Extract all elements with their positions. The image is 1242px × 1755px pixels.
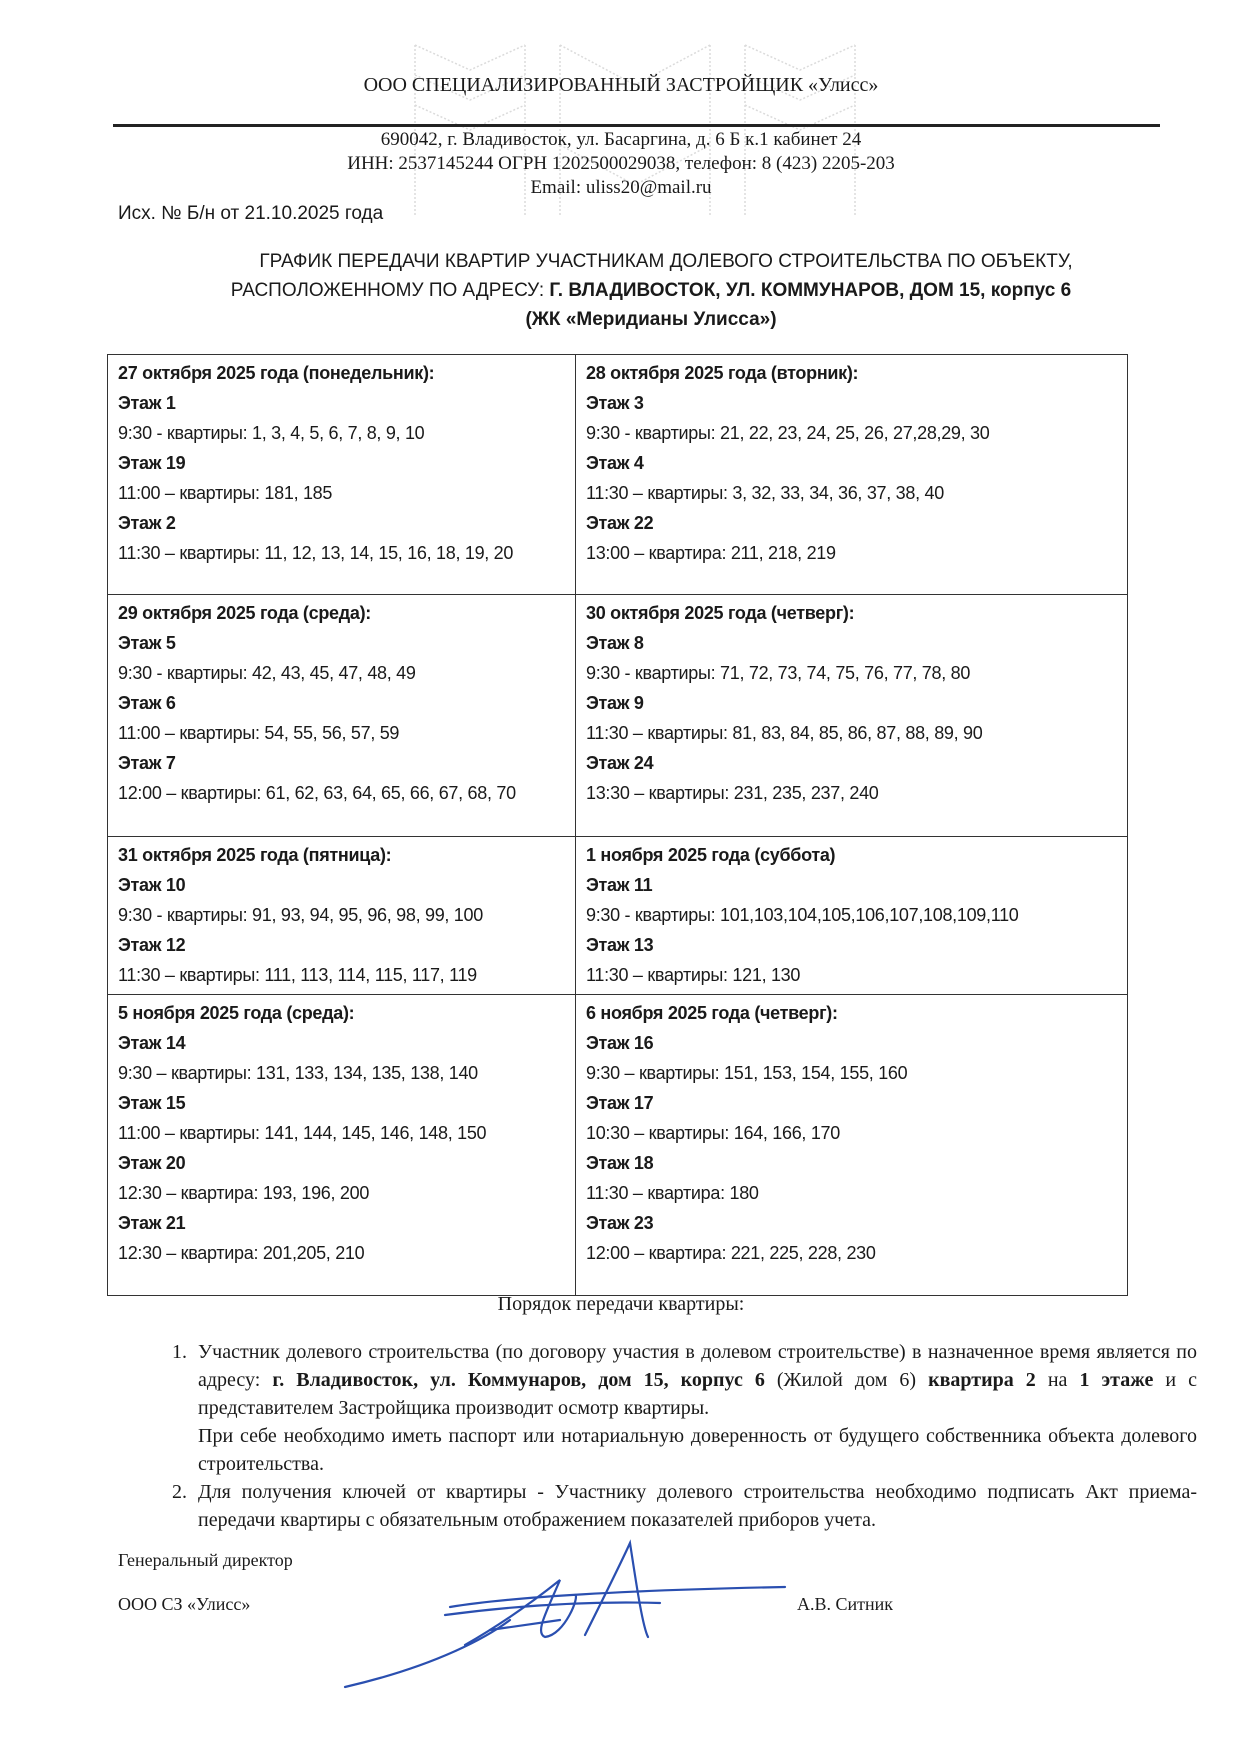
- outgoing-reference: Исх. № Б/н от 21.10.2025 года: [118, 203, 384, 224]
- floor-label: Этаж 18: [586, 1153, 654, 1173]
- schedule-day-cell: [576, 837, 1128, 995]
- schedule-day-cell: [576, 995, 1128, 1296]
- step1-text: Участник долевого строительства (по договору участия в долевом строительстве) в назначенное время является по адресу:: [198, 1341, 1197, 1391]
- title-address: Г. ВЛАДИВОСТОК, УЛ. КОММУНАРОВ, ДОМ 15, корпус 6: [549, 280, 1072, 301]
- procedure-list: [150, 1338, 1197, 1534]
- floor-label: Этаж 3: [586, 393, 644, 413]
- floor-label: Этаж 5: [118, 633, 176, 653]
- time-apartments: 11:30 – квартиры: 81, 83, 84, 85, 86, 87, 88, 89, 90: [586, 723, 983, 743]
- time-apartments: 9:30 - квартиры: 1, 3, 4, 5, 6, 7, 8, 9, 10: [118, 423, 425, 443]
- schedule-date: 6 ноября 2025 года (четверг):: [586, 1003, 838, 1023]
- time-apartments: 9:30 - квартиры: 91, 93, 94, 95, 96, 98, 99, 100: [118, 905, 483, 925]
- floor-label: Этаж 11: [586, 875, 653, 895]
- step1-floor: 1 этаже: [1079, 1369, 1154, 1391]
- step1-documents: При себе необходимо иметь паспорт или нотариальную доверенность от будущего собственника объекта долевого строительства.: [198, 1425, 1197, 1475]
- floor-label: Этаж 2: [118, 513, 176, 533]
- step1-text: на: [1035, 1369, 1080, 1391]
- time-apartments: 11:30 – квартиры: 11, 12, 13, 14, 15, 16, 18, 19, 20: [118, 543, 514, 563]
- time-apartments: 11:30 – квартиры: 3, 32, 33, 34, 36, 37, 38, 40: [586, 483, 944, 503]
- time-apartments: 9:30 - квартиры: 71, 72, 73, 74, 75, 76, 77, 78, 80: [586, 663, 971, 683]
- time-apartments: 11:30 – квартиры: 121, 130: [586, 965, 801, 985]
- procedure-step-1: [192, 1338, 1197, 1478]
- company-email: Email: uliss20@mail.ru: [530, 177, 712, 198]
- floor-label: Этаж 23: [586, 1213, 654, 1233]
- floor-label: Этаж 4: [586, 453, 644, 473]
- time-apartments: 11:00 – квартиры: 141, 144, 145, 146, 148, 150: [118, 1123, 487, 1143]
- schedule-day-cell: [576, 355, 1128, 595]
- company-requisites: ИНН: 2537145244 ОГРН 1202500029038, телефон: 8 (423) 2205-203: [347, 153, 895, 174]
- schedule-day-cell: [108, 837, 576, 995]
- time-apartments: 9:30 – квартиры: 131, 133, 134, 135, 138, 140: [118, 1063, 478, 1083]
- time-apartments: 12:00 – квартира: 221, 225, 228, 230: [586, 1243, 876, 1263]
- title-address-label: РАСПОЛОЖЕННОМУ ПО АДРЕСУ:: [230, 280, 550, 301]
- floor-label: Этаж 1: [118, 393, 176, 413]
- floor-label: Этаж 21: [118, 1213, 186, 1233]
- floor-label: Этаж 20: [118, 1153, 186, 1173]
- floor-label: Этаж 10: [118, 875, 186, 895]
- schedule-day-cell: [576, 595, 1128, 837]
- floor-label: Этаж 6: [118, 693, 176, 713]
- step1-text: (Жилой дом 6): [764, 1369, 929, 1391]
- header-divider: [113, 124, 1160, 127]
- time-apartments: 9:30 - квартиры: 21, 22, 23, 24, 25, 26, 27,28,29, 30: [586, 423, 990, 443]
- schedule-date: 28 октября 2025 года (вторник):: [586, 363, 859, 383]
- handover-schedule-table: [107, 354, 1128, 1296]
- schedule-row: [108, 595, 1128, 837]
- schedule-date: 5 ноября 2025 года (среда):: [118, 1003, 355, 1023]
- schedule-date: 30 октября 2025 года (четверг):: [586, 603, 855, 623]
- time-apartments: 11:30 – квартира: 180: [586, 1183, 759, 1203]
- schedule-day-cell: [108, 355, 576, 595]
- document-title-line2: [0, 280, 1242, 302]
- schedule-date: 1 ноября 2025 года (суббота): [586, 845, 836, 865]
- time-apartments: 13:30 – квартиры: 231, 235, 237, 240: [586, 783, 879, 803]
- time-apartments: 12:30 – квартира: 193, 196, 200: [118, 1183, 370, 1203]
- schedule-day-cell: [108, 995, 576, 1296]
- document-title-line1: ГРАФИК ПЕРЕДАЧИ КВАРТИР УЧАСТНИКАМ ДОЛЕВОГО СТРОИТЕЛЬСТВА ПО ОБЪЕКТУ,: [259, 251, 1073, 272]
- floor-label: Этаж 24: [586, 753, 654, 773]
- floor-label: Этаж 9: [586, 693, 644, 713]
- time-apartments: 11:00 – квартиры: 54, 55, 56, 57, 59: [118, 723, 400, 743]
- schedule-row: [108, 355, 1128, 595]
- time-apartments: 13:00 – квартира: 211, 218, 219: [586, 543, 836, 563]
- schedule-date: 27 октября 2025 года (понедельник):: [118, 363, 435, 383]
- time-apartments: 10:30 – квартиры: 164, 166, 170: [586, 1123, 840, 1143]
- floor-label: Этаж 13: [586, 935, 654, 955]
- document-title-line3: (ЖК «Меридианы Улисса»): [525, 309, 777, 330]
- time-apartments: 11:30 – квартиры: 111, 113, 114, 115, 117, 119: [118, 965, 477, 985]
- floor-label: Этаж 16: [586, 1033, 654, 1053]
- floor-label: Этаж 17: [586, 1093, 654, 1113]
- procedure-title: Порядок передачи квартиры:: [497, 1293, 745, 1315]
- floor-label: Этаж 22: [586, 513, 654, 533]
- procedure-step-2: 2. Для получения ключей от квартиры - Участнику долевого строительства необходимо подписать Акт приема-передачи квартиры с обязательным отображением показателей приборов учета.: [192, 1478, 1197, 1534]
- floor-label: Этаж 12: [118, 935, 186, 955]
- floor-label: Этаж 7: [118, 753, 176, 773]
- schedule-date: 31 октября 2025 года (пятница):: [118, 845, 392, 865]
- schedule-row: [108, 995, 1128, 1296]
- step1-text: и с представителем Застройщика производит осмотр квартиры.: [198, 1369, 1197, 1419]
- time-apartments: 12:30 – квартира: 201,205, 210: [118, 1243, 365, 1263]
- handwritten-signature: [330, 1535, 800, 1695]
- time-apartments: 9:30 - квартиры: 101,103,104,105,106,107,108,109,110: [586, 905, 1019, 925]
- time-apartments: 9:30 – квартиры: 151, 153, 154, 155, 160: [586, 1063, 908, 1083]
- floor-label: Этаж 8: [586, 633, 644, 653]
- schedule-date: 29 октября 2025 года (среда):: [118, 603, 371, 623]
- schedule-day-cell: [108, 595, 576, 837]
- company-address: 690042, г. Владивосток, ул. Басаргина, д. 6 Б к.1 кабинет 24: [380, 129, 862, 150]
- signatory-role: Генеральный директор: [118, 1550, 293, 1570]
- company-name: ООО СПЕЦИАЛИЗИРОВАННЫЙ ЗАСТРОЙЩИК «Улисс»: [363, 74, 879, 96]
- schedule-row: [108, 837, 1128, 995]
- time-apartments: 9:30 - квартиры: 42, 43, 45, 47, 48, 49: [118, 663, 416, 683]
- time-apartments: 11:00 – квартиры: 181, 185: [118, 483, 333, 503]
- signatory-organization: ООО СЗ «Улисс»: [118, 1594, 251, 1614]
- signatory-name: А.В. Ситник: [797, 1594, 894, 1614]
- time-apartments: 12:00 – квартиры: 61, 62, 63, 64, 65, 66, 67, 68, 70: [118, 783, 516, 803]
- floor-label: Этаж 15: [118, 1093, 186, 1113]
- floor-label: Этаж 14: [118, 1033, 186, 1053]
- step1-address: г. Владивосток, ул. Коммунаров, дом 15, корпус 6: [272, 1369, 765, 1391]
- step1-apartment: квартира 2: [928, 1369, 1036, 1391]
- floor-label: Этаж 19: [118, 453, 186, 473]
